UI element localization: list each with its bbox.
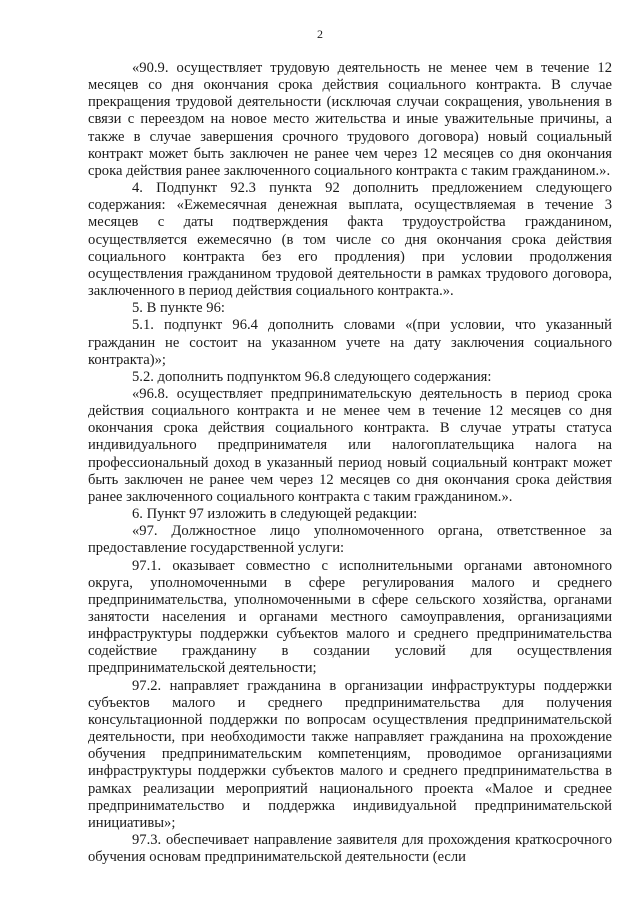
paragraph-item-6: 6. Пункт 97 изложить в следующей редакции: [132,506,418,523]
paragraph-97-2: 97.2. направляет гражданина в организации инфраструктуры поддержки субъектов малого и среднего предпринимательства для получения консультационной поддержки по вопросам осуществления предпринимательской деятельности, при необходимости также направляет гражданина на прохождение обучения предпринимательским компетенциям, проводимое организациями инфраструктуры поддержки субъектов малого и среднего предпринимательства в рамках реализации мероприятий национального проекта «Малое и среднее предпринимательство и поддержка индивидуальной предпринимательской инициативы»; [88,677,612,831]
paragraph-item-5: 5. В пункте 96: [132,300,225,317]
paragraph-97-1: 97.1. оказывает совместно с исполнительными органами автономного округа, уполномоченными в сфере регулирования малого и среднего предпринимательства, уполномоченными в сфере сельского хозяйства, органами занятости населения и органами местного самоуправления, организациями инфраструктуры поддержки субъектов малого и среднего предпринимательства содействие гражданину в создании условий для осуществления предпринимательской деятельности; [88,557,612,677]
paragraph-5-2: 5.2. дополнить подпунктом 96.8 следующего содержания: [132,368,492,385]
paragraph-90-9: «90.9. осуществляет трудовую деятельность не менее чем в течение 12 месяцев со дня окончания срока действия социального контракта. В случае прекращения трудовой деятельности (исключая случаи сокращения, увольнения в связи с переездом на новое место жительства и иные уважительные причины, а также в случае завершения срочного трудового договора) новый социальный контракт может быть заключен не ранее чем через 12 месяцев со дня окончания срока действия ранее заключенного социального контракта с таким гражданином.». [88,60,612,179]
paragraph-5-1: 5.1. подпункт 96.4 дополнить словами «(при условии, что указанный гражданин не состоит на указанном учете на дату заключения социального контракта)»; [88,317,612,368]
paragraph-96-8: «96.8. осуществляет предпринимательскую деятельность в период срока действия социального контракта и не менее чем в течение 12 месяцев со дня окончания срока действия социального контракта. В случае утраты статуса индивидуального предпринимателя или налогоплательщика налога на профессиональный доход в указанный период новый социальный контракт может быть заключен не ранее чем через 12 месяцев со дня окончания срока действия ранее заключенного социального контракта с таким гражданином.». [88,385,612,505]
page-number: 2 [317,27,323,41]
document-body [88,60,612,866]
paragraph-item-4: 4. Подпункт 92.3 пункта 92 дополнить предложением следующего содержания: «Ежемесячная денежная выплата, осуществляемая в течение 3 месяцев с даты подтверждения факта трудоустройства гражданином, осуществляется ежемесячно (в том числе со дня окончания срока действия социального контракта без его продления) при условии продолжения осуществления гражданином трудовой деятельности в рамках трудового договора, заключенного в период действия социального контракта.». [88,180,612,300]
paragraph-97-3: 97.3. обеспечивает направление заявителя для прохождения краткосрочного обучения основам предпринимательской деятельности (если [88,832,612,866]
paragraph-97: «97. Должностное лицо уполномоченного органа, ответственное за предоставление государственной услуги: [88,523,612,557]
